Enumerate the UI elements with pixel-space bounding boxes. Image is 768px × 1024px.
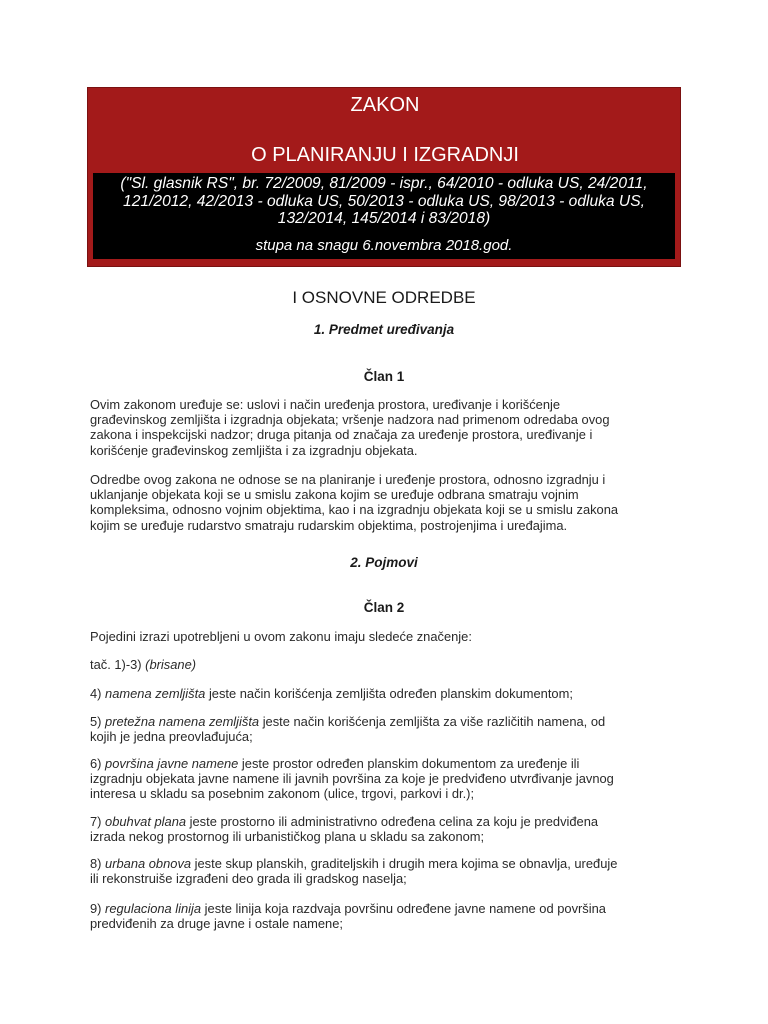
article-2-intro: Pojedini izrazi upotrebljeni u ovom zakonu imaju sledeće značenje: (90, 629, 472, 644)
text-line: korišćenje građevinskog zemljišta i za izgradnju objekata. (90, 442, 418, 458)
item-term: regulaciona linija (105, 901, 202, 916)
law-subtitle: O PLANIRANJU I IZGRADNJI (251, 144, 519, 166)
item-text: jeste skup planskih, graditeljskih i drugih mera kojima se obnavlja, uređuje (191, 856, 618, 871)
item-term: površina javne namene (105, 756, 239, 771)
definition-item-7 (90, 814, 680, 844)
article-heading-1: Član 1 (363, 369, 405, 384)
item-text: jeste prostor određen planskim dokumentom za uređenje ili (238, 756, 580, 771)
definition-item-6 (90, 756, 680, 802)
item-text: jeste prostorno ili administrativno određena celina za koju je predviđena (186, 814, 599, 829)
text-line: kompleksima, odnosno vojnim objektima, kao i na izgradnju objekata koji se u smislu zakona (90, 502, 619, 518)
citation-line: 121/2012, 42/2013 - odluka US, 50/2013 - odluka US, 98/2013 - odluka US, (123, 192, 645, 210)
text-line: kojim se uređuje rudarstvo smatraju rudarskim objektima, postrojenjima i uređajima. (90, 517, 568, 533)
text-line: uklanjanje objekata koji se u smislu zakona kojim se uređuje odbrana smatraju vojnim (90, 487, 579, 503)
item-number: 7) (90, 814, 106, 829)
article-heading-2: Član 2 (363, 600, 405, 615)
item-term: pretežna namena zemljišta (105, 714, 260, 729)
definition-item-5 (90, 714, 680, 744)
definition-item-deleted (90, 657, 680, 672)
citation-box (93, 173, 675, 259)
text-line: građevinskog zemljišta i izgradnja objekata; vršenje nadzora nad primenom odredaba ovog (90, 412, 610, 428)
text-line: kojih je jedna preovlađujuća; (90, 729, 253, 745)
definition-item-4 (90, 686, 680, 701)
text-line: predviđenih za druge javne i ostale namene; (90, 916, 343, 932)
subsection-heading-2: 2. Pojmovi (350, 555, 418, 570)
subsection-heading-1: 1. Predmet uređivanja (313, 322, 455, 337)
effective-date: stupa na snagu 6.novembra 2018.god. (255, 237, 513, 254)
item-text: jeste način korišćenja zemljišta za više različitih namena, od (259, 714, 606, 729)
item-term: namena zemljišta (105, 686, 206, 701)
text-line: izgradnju objekata javne namene ili javnih površina za koje je predviđeno utvrđivanje javnog (90, 771, 614, 787)
text-line: zakona i inspekcijski nadzor; druga pitanja od značaja za uređenje prostora, uređivanje i (90, 427, 593, 443)
item-number: tač. 1)-3) (90, 657, 146, 672)
definition-item-9 (90, 901, 680, 931)
item-number: 6) (90, 756, 106, 771)
item-number: 8) (90, 856, 106, 871)
text-line: Odredbe ovog zakona ne odnose se na planiranje i uređenje prostora, odnosno izgradnju i (90, 472, 606, 487)
text-line: interesa u skladu sa posebnim zakonom (ulice, trgovi, parkovi i dr.); (90, 786, 475, 802)
item-term: obuhvat plana (105, 814, 187, 829)
article-1-paragraph-2 (90, 472, 680, 533)
item-term: urbana obnova (105, 856, 192, 871)
citation-line: ("Sl. glasnik RS", br. 72/2009, 81/2009 - ispr., 64/2010 - odluka US, 24/2011, (120, 175, 648, 192)
text-line: Ovim zakonom uređuje se: uslovi i način uređenja prostora, uređivanje i korišćenje (90, 397, 561, 412)
definition-item-8 (90, 856, 680, 886)
item-number: 5) (90, 714, 106, 729)
item-text: jeste način korišćenja zemljišta određen planskim dokumentom; (205, 686, 573, 701)
item-number: 4) (90, 686, 106, 701)
section-heading: I OSNOVNE ODREDBE (292, 288, 476, 307)
item-term: (brisane) (145, 657, 197, 672)
citation-line: 132/2014, 145/2014 i 83/2018) (277, 210, 491, 227)
item-number: 9) (90, 901, 106, 916)
article-1-paragraph-1 (90, 397, 680, 458)
text-line: izrada nekog prostornog ili urbanističkog plana u skladu sa zakonom; (90, 829, 485, 845)
text-line: ili rekonstruiše izgrađeni deo grada ili gradskog naselja; (90, 871, 407, 887)
item-text: jeste linija koja razdvaja površinu određene javne namene od površina (201, 901, 606, 916)
law-title-banner (87, 87, 681, 267)
gazette-citation (93, 175, 675, 228)
law-title: ZAKON (350, 94, 420, 116)
